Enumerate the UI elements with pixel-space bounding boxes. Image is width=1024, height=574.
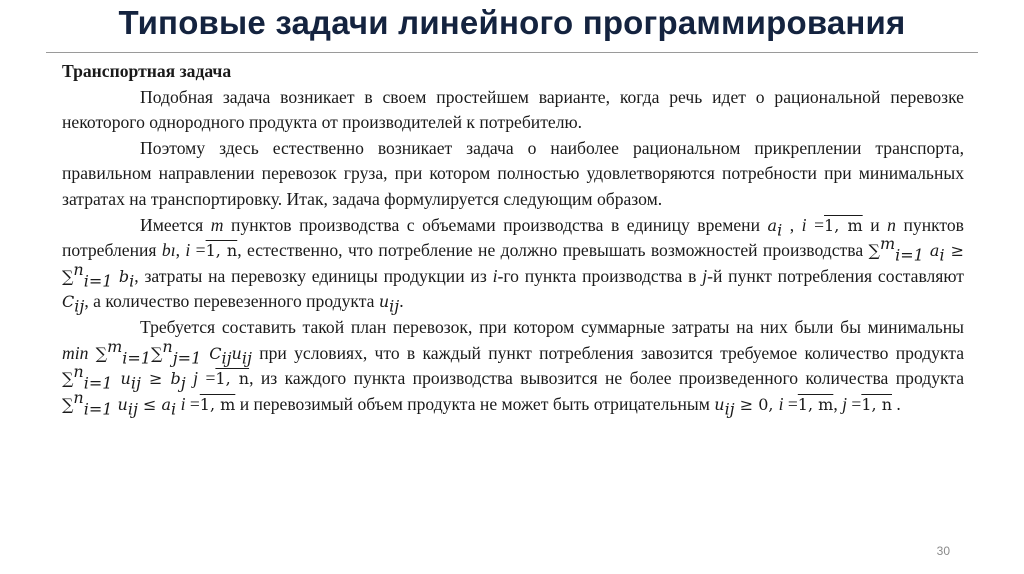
page-number: 30 — [936, 544, 950, 558]
var-b-2: b — [112, 266, 130, 286]
var-i: i — [801, 214, 807, 235]
var-a-2: a — [923, 241, 940, 261]
p4-eq-3: = — [198, 368, 216, 389]
paragraph-3 — [62, 213, 964, 315]
var-u-4-sub: ij — [127, 399, 138, 419]
var-n: n — [887, 214, 896, 235]
p3-eq-1: = — [806, 214, 825, 235]
p3-text-11: , а количество перевезенного продукта — [84, 291, 379, 312]
var-u-2-sub: ij — [241, 348, 252, 368]
slide-title: Типовые задачи линейного программирования — [118, 4, 906, 41]
sum-5: ∑ — [62, 369, 74, 389]
sum-3-sub: i=1 — [122, 348, 151, 368]
var-j-2: j — [193, 368, 199, 389]
range-1-n-2: 1, n — [215, 369, 250, 389]
var-u-3: u — [112, 369, 131, 389]
var-j-5: j — [842, 393, 848, 414]
section-heading: Транспортная задача — [62, 61, 232, 81]
min-label: min — [62, 342, 96, 363]
sum-1-sub: i=1 — [895, 245, 924, 265]
p4-eq-4: = — [185, 393, 200, 414]
p3-text-2: пунктов производства с объемами производства в единицу времени — [223, 214, 768, 235]
sum-5-sub: i=1 — [83, 373, 113, 393]
var-j: j — [702, 265, 708, 286]
p3-text-7: , естественно, что потребление не должно превышать возможностей производства — [237, 240, 869, 261]
p4-eq-6: = — [847, 393, 862, 414]
p4-text-7: . — [892, 393, 901, 414]
paragraph-2: Поэтому здесь естественно возникает задача о наиболее рациональном прикреплении транспорта, правильном направлении перевозок груза, при котором полностью удовлетворяются потребности при минимальных затратах на транспортировку. Итак, задача формулируется следующим образом. — [62, 137, 964, 209]
var-i-2: i — [185, 240, 191, 261]
var-u-4: u — [112, 394, 128, 414]
var-c-sub: ij — [74, 296, 85, 316]
var-i-5: i — [778, 393, 784, 414]
var-c-u-sub-1: ij — [221, 348, 232, 368]
slide-content — [62, 59, 964, 417]
p3-text-12: . — [399, 291, 404, 312]
p4-eq-5: = — [783, 393, 798, 414]
range-1-n-3: 1, n — [861, 394, 892, 414]
var-i-3: i — [180, 393, 186, 414]
p3-text-8: , затраты на перевозку единицы продукции из — [134, 265, 493, 286]
sum-6-sup: n — [73, 387, 84, 407]
geq-zero: ≥ 0, — [734, 394, 779, 414]
p3-text-9: -го пункта производства в — [497, 265, 703, 286]
var-u-2: u — [231, 343, 242, 363]
p3-text-1: Имеется — [140, 214, 211, 235]
var-bi: bı — [161, 240, 176, 261]
geq-b: ≥ b — [140, 369, 181, 389]
p4-text-1: Требуется составить такой план перевозок, при котором суммарные затраты на них были бы минимальны — [140, 316, 964, 337]
sum-4-sub: j=1 — [172, 348, 202, 368]
var-m: m — [210, 214, 224, 235]
p4-text-6: и перевозимый объем продукта не может быть отрицательным — [235, 393, 715, 414]
sum-5-sup: n — [73, 362, 84, 382]
range-1-n: 1, n — [205, 241, 238, 261]
sum-2: ∑ — [62, 266, 74, 286]
var-b-j-sub: j — [180, 373, 186, 393]
sum-3: ∑ — [95, 343, 108, 363]
var-a-2-sub: i — [939, 245, 945, 265]
sum-1: ∑ — [868, 241, 880, 261]
var-a-i-sub: i — [171, 399, 177, 419]
var-u: u — [378, 292, 390, 312]
range-1-m-2: 1, m — [199, 394, 236, 414]
p3-text-3: , — [782, 214, 802, 235]
var-a-sub: i — [777, 220, 783, 240]
var-i-go: i — [492, 265, 498, 286]
p3-text-5: пунктов потребления — [62, 214, 964, 261]
paragraph-4 — [62, 315, 964, 417]
sum-6: ∑ — [62, 394, 74, 414]
var-c-u: C — [201, 343, 222, 363]
p4-comma: , — [833, 393, 843, 414]
sum-2-sub: i=1 — [83, 271, 113, 291]
sum-4-sup: n — [162, 336, 173, 356]
sum-6-sub: i=1 — [83, 399, 113, 419]
leq-a: ≤ a — [137, 394, 172, 414]
var-u-5-sub: ij — [724, 399, 735, 419]
sum-1-sup: m — [879, 234, 896, 254]
sum-3-sup: m — [107, 336, 123, 356]
sum-4: ∑ — [150, 343, 163, 363]
var-a: a — [767, 215, 778, 235]
range-1-m-3: 1, m — [797, 394, 834, 414]
var-c: C — [62, 292, 75, 312]
var-u-3-sub: ij — [130, 373, 141, 393]
p3-text-10: -й пункт потребления составляют — [707, 265, 964, 286]
p3-text-4: и — [862, 214, 888, 235]
paragraph-1: Подобная задача возникает в своем простейшем варианте, когда речь идет о рациональной перевозке некоторого однородного продукта от производителей к потребителю. — [62, 86, 964, 133]
var-u-5: u — [714, 394, 725, 414]
var-u-sub: ij — [389, 296, 400, 316]
p3-eq-2: = — [190, 240, 206, 261]
range-1-m: 1, m — [824, 215, 863, 235]
p4-text-4: , из каждого пункта производства вывозится не более произведенного количества продукта — [249, 368, 965, 389]
p4-text-2: при условиях, что в каждый пункт потребления завозится требуемое количество продукта — [251, 342, 965, 363]
sum-2-sup: n — [73, 259, 84, 279]
p3-text-6: , — [175, 240, 186, 261]
var-b-2-sub: i — [129, 271, 135, 291]
geq-sign: ≥ — [944, 241, 965, 261]
title-divider — [46, 52, 978, 53]
